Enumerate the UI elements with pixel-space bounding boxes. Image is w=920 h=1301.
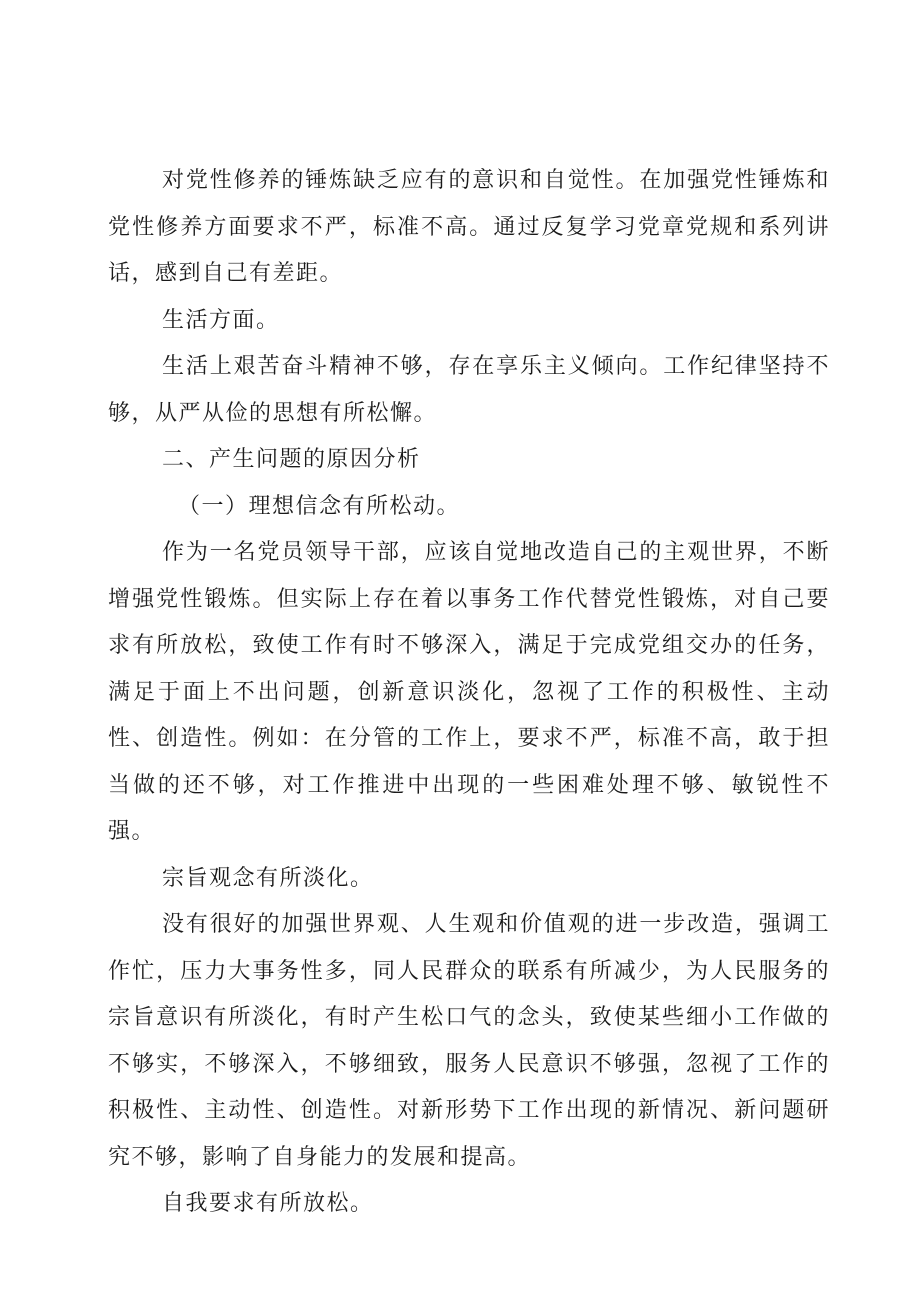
paragraph-self-requirement: 自我要求有所放松。: [162, 1191, 374, 1216]
paragraph-party-cultivation: 对党性修养的锤炼缺乏应有的意识和自觉性。在加强党性锤炼和党性修养方面要求不严，标准不高。通过反复学习党章党规和系列讲话，感到自己有差距。: [108, 168, 830, 286]
paragraph-life-discipline: 生活上艰苦奋斗精神不够，存在享乐主义倾向。工作纪律坚持不够，从严从俭的思想有所松懈。: [108, 354, 830, 426]
paragraph-purpose-detail: 没有很好的加强世界观、人生观和价值观的进一步改造，强调工作忙，压力大事务性多，同人民群众的联系有所减少，为人民服务的宗旨意识有所淡化，有时产生松口气的念头，致使某些细小工作做的不够实，不够深入，不够细致，服务人民意识不够强，忽视了工作的积极性、主动性、创造性。对新形势下工作出现的新情况、新问题研究不够，影响了自身能力的发展和提高。: [108, 912, 830, 1170]
section-heading-cause-analysis: 二、产生问题的原因分析: [162, 447, 421, 472]
paragraph-purpose-concept: 宗旨观念有所淡化。: [162, 865, 374, 891]
document-body: [108, 158, 830, 1228]
paragraph-life-aspect: 生活方面。: [162, 307, 280, 333]
paragraph-ideals-detail: 作为一名党员领导干部，应该自觉地改造自己的主观世界，不断增强党性锻炼。但实际上存在着以事务工作代替党性锻炼，对自己要求有所放松，致使工作有时不够深入，满足于完成党组交办的任务，满足于面上不出问题，创新意识淡化，忽视了工作的积极性、主动性、创造性。例如：在分管的工作上，要求不严，标准不高，敢于担当做的还不够，对工作推进中出现的一些困难处理不够、敏锐性不强。: [108, 540, 830, 844]
subsection-heading-ideals: （一）理想信念有所松动。: [178, 493, 461, 519]
